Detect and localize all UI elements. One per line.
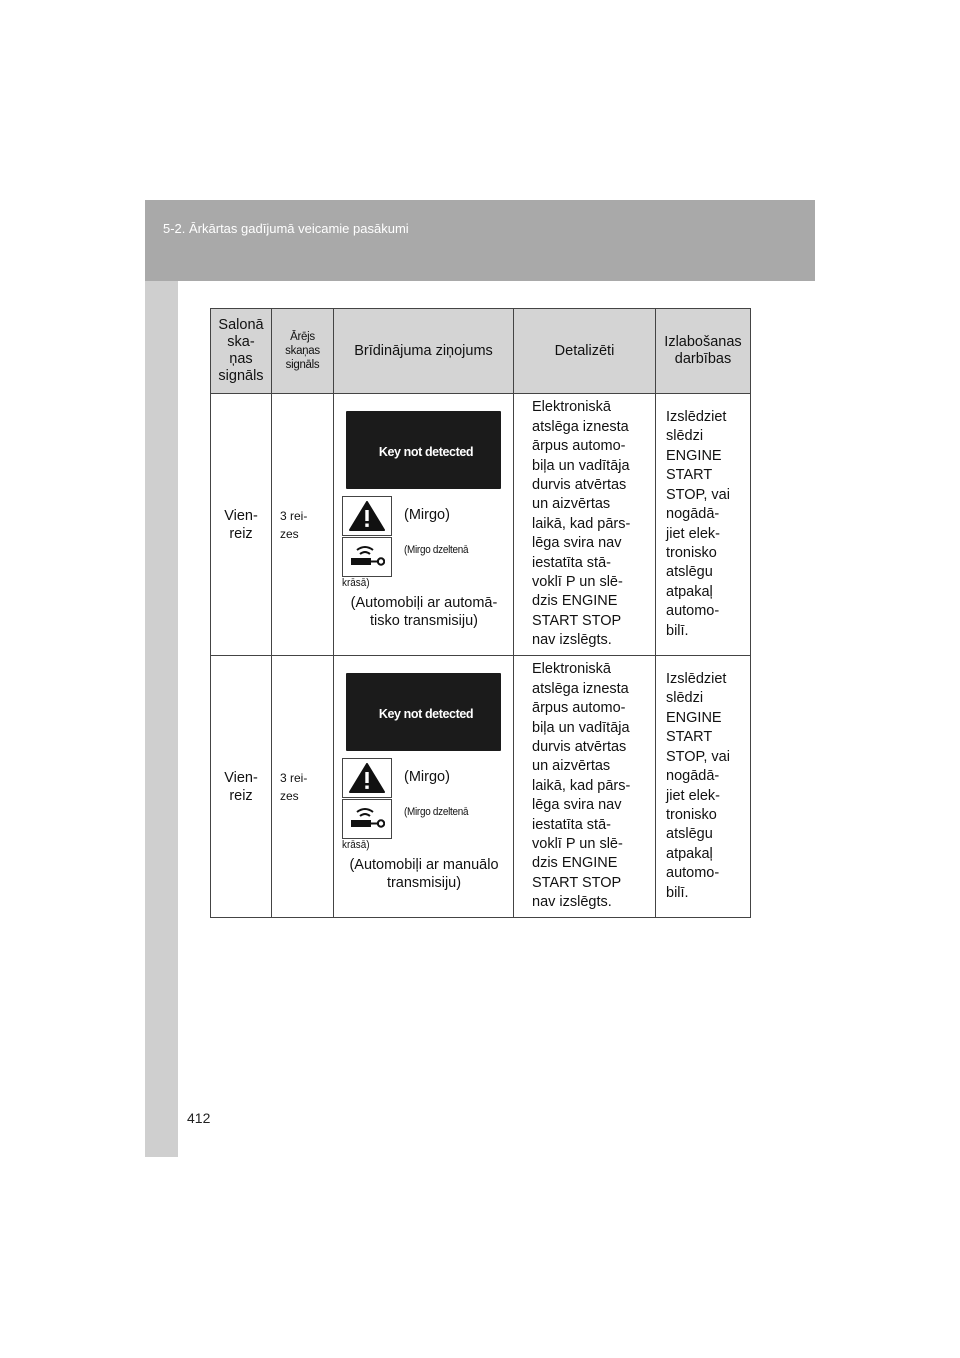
warning-message-cell [334, 394, 514, 656]
smart-key-icon [342, 537, 392, 577]
screen-message: Key not detected [378, 445, 474, 459]
col-warning-message: Brīdinājuma ziņojums [334, 309, 514, 394]
warning-label: (Mirgo) [404, 507, 450, 523]
transmission-note: (Automobiļi ar manuālo transmisiju) [349, 857, 499, 891]
display-screen [346, 411, 501, 489]
details-cell: Elektroniskā atslēga iznesta ārpus automo- biļa un vadītāja durvis atvērtas un aizvērtas laikā, kad pārs- lēga svira nav iestatīta stā- voklī P un slē- dzis ENGINE START STOP nav izslēgts. [514, 656, 656, 918]
table-header-row [211, 309, 751, 394]
col-outside-buzzer: Ārējs skaņas signāls [272, 309, 334, 394]
warning-message-cell [334, 656, 514, 918]
col-inside-buzzer: Salonā ska- ņas signāls [211, 309, 272, 394]
col-corrective-actions: Izlabošanas darbības [656, 309, 751, 394]
key-label-cont: krāsā) [342, 839, 370, 851]
key-label-cont: krāsā) [342, 577, 370, 589]
section-title: 5-2. Ārkārtas gadījumā veicamie pasākumi [163, 221, 409, 236]
display-screen [346, 673, 501, 751]
inside-buzzer-cell: Vien- reiz [211, 394, 272, 656]
details-cell: Elektroniskā atslēga iznesta ārpus automo- biļa un vadītāja durvis atvērtas un aizvērtas laikā, kad pārs- lēga svira nav iestatīta stā- voklī P un slē- dzis ENGINE START STOP nav izslēgts. [514, 394, 656, 656]
warning-table [210, 308, 751, 918]
screen-message: Key not detected [378, 707, 474, 721]
warning-triangle-icon [342, 496, 392, 536]
table-row [211, 656, 751, 918]
outside-buzzer-cell: 3 rei- zes [272, 656, 334, 918]
warning-triangle-icon [342, 758, 392, 798]
actions-cell: Izslēdziet slēdzi ENGINE START STOP, vai nogādā- jiet elek- tronisko atslēgu atpakaļ automo- bilī. [656, 656, 751, 918]
section-header [145, 200, 815, 281]
page-number: 412 [187, 1110, 211, 1126]
outside-buzzer-cell: 3 rei- zes [272, 394, 334, 656]
actions-cell: Izslēdziet slēdzi ENGINE START STOP, vai nogādā- jiet elek- tronisko atslēgu atpakaļ automo- bilī. [656, 394, 751, 656]
smart-key-icon [342, 799, 392, 839]
warning-label: (Mirgo) [404, 769, 450, 785]
transmission-note: (Automobiļi ar automā- tisko transmisiju) [350, 595, 498, 629]
inside-buzzer-cell: Vien- reiz [211, 656, 272, 918]
key-label: (Mirgo dzeltenā [404, 806, 469, 818]
side-band [145, 200, 178, 1157]
col-details: Detalizēti [514, 309, 656, 394]
key-label: (Mirgo dzeltenā [404, 544, 469, 556]
table-row [211, 394, 751, 656]
